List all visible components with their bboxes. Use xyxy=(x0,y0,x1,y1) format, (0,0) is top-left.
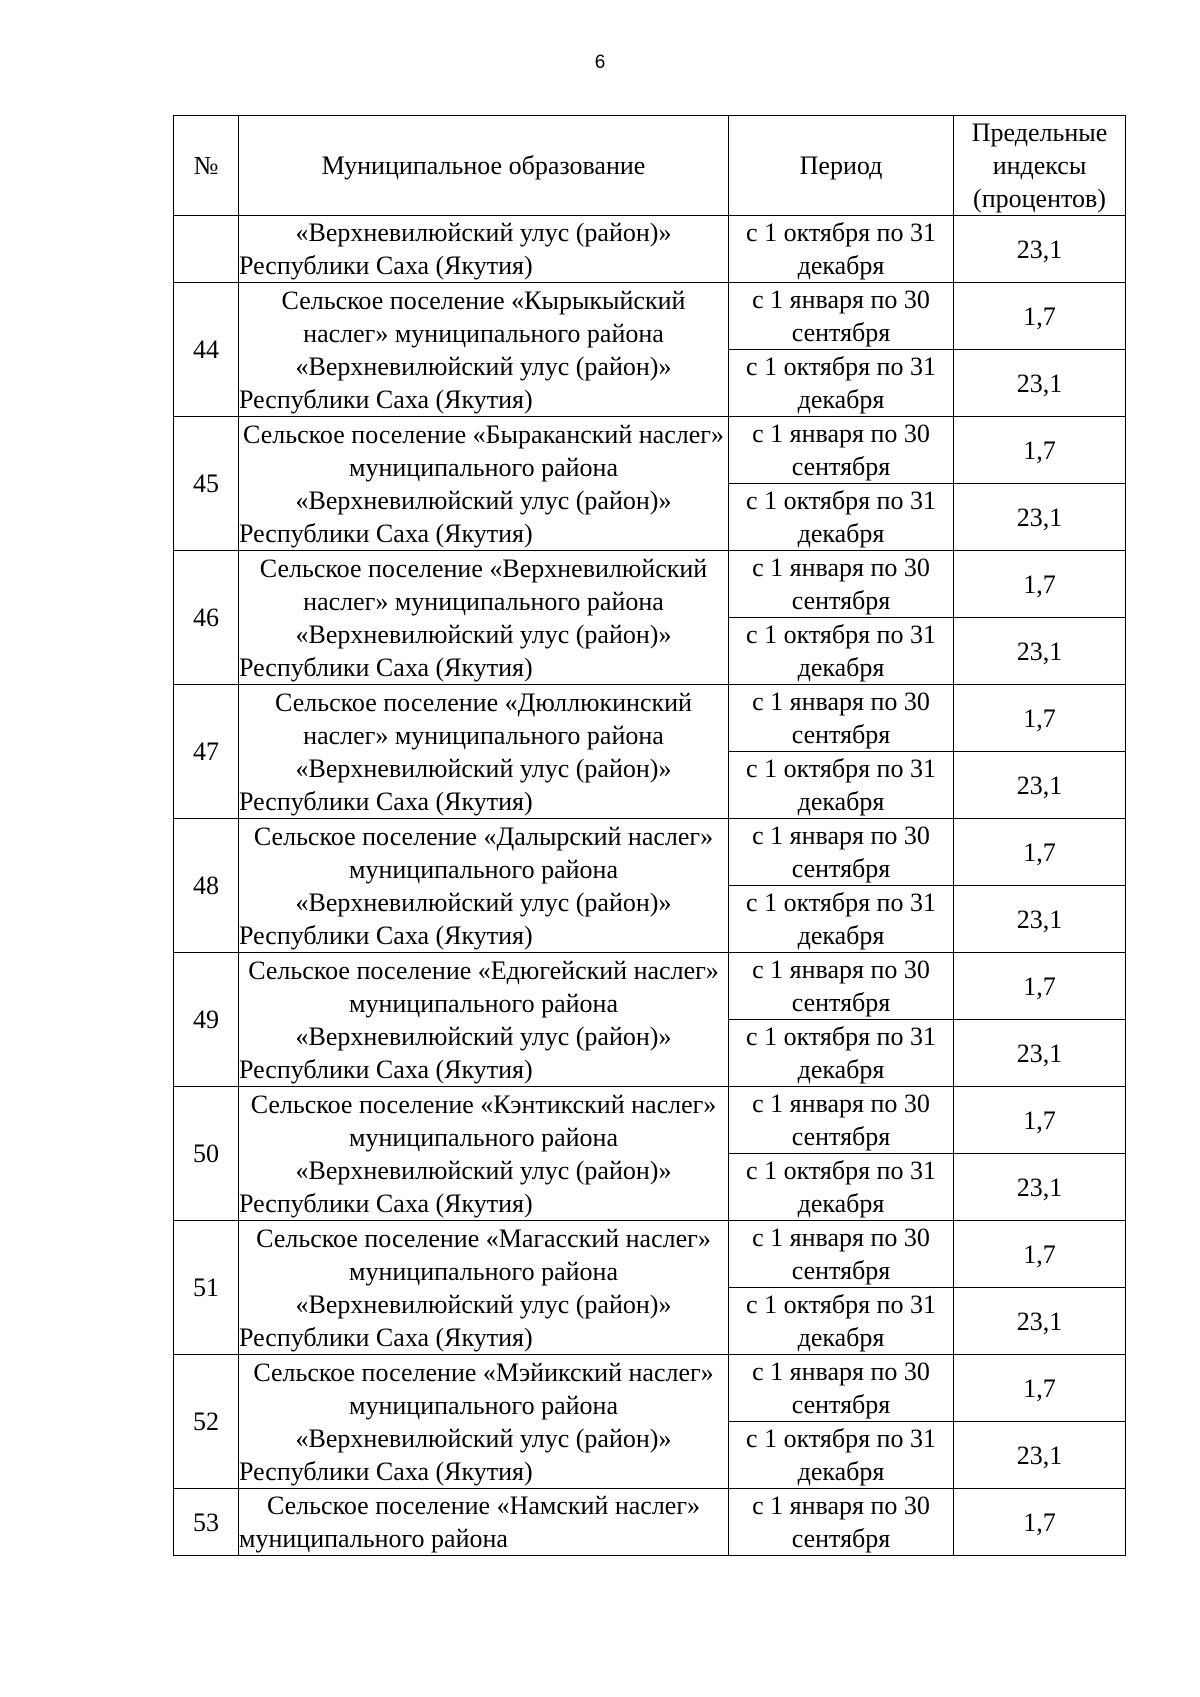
row-number: 49 xyxy=(174,953,239,1087)
header-num: № xyxy=(174,116,239,216)
municipality-name: Сельское поселение «Магасский наслег» муниципального района «Верхневилюйский улус (район)» Республики Саха (Якутия) xyxy=(239,1221,729,1355)
table-row xyxy=(174,953,1126,1020)
period-cell: с 1 октября по 31 декабря xyxy=(729,1020,954,1087)
period-cell: с 1 октября по 31 декабря xyxy=(729,1288,954,1355)
municipality-name: Сельское поселение «Верхневилюйский наслег» муниципального района «Верхневилюйский улус (район)» Республики Саха (Якутия) xyxy=(239,551,729,685)
index-cell: 1,7 xyxy=(954,417,1126,484)
index-cell: 23,1 xyxy=(954,618,1126,685)
municipality-name: Сельское поселение «Едюгейский наслег» муниципального района «Верхневилюйский улус (район)» Республики Саха (Якутия) xyxy=(239,953,729,1087)
period-cell: с 1 января по 30 сентября xyxy=(729,819,954,886)
index-cell: 23,1 xyxy=(954,1422,1126,1489)
table-row-continuation xyxy=(174,216,1126,283)
table-row xyxy=(174,685,1126,752)
index-cell: 1,7 xyxy=(954,1355,1126,1422)
table-row xyxy=(174,1221,1126,1288)
period-cell: с 1 октября по 31 декабря xyxy=(729,618,954,685)
index-cell: 1,7 xyxy=(954,1489,1126,1556)
index-cell: 1,7 xyxy=(954,1087,1126,1154)
table-row xyxy=(174,819,1126,886)
row-number: 52 xyxy=(174,1355,239,1489)
index-cell: 1,7 xyxy=(954,551,1126,618)
table-row xyxy=(174,1355,1126,1422)
municipality-name: Сельское поселение «Бырaканский наслег» муниципального района «Верхневилюйский улус (район)» Республики Саха (Якутия) xyxy=(239,417,729,551)
index-cell: 23,1 xyxy=(954,1154,1126,1221)
period-cell: с 1 октября по 31 декабря xyxy=(729,216,954,283)
municipality-name: Сельское поселение «Кэнтикский наслег» муниципального района «Верхневилюйский улус (район)» Республики Саха (Якутия) xyxy=(239,1087,729,1221)
index-cell: 23,1 xyxy=(954,216,1126,283)
municipality-name: Сельское поселение «Кырыкыйский наслег» муниципального района «Верхневилюйский улус (район)» Республики Саха (Якутия) xyxy=(239,283,729,417)
period-cell: с 1 октября по 31 декабря xyxy=(729,752,954,819)
period-cell: с 1 января по 30 сентября xyxy=(729,1087,954,1154)
row-number: 51 xyxy=(174,1221,239,1355)
period-cell: с 1 января по 30 сентября xyxy=(729,1221,954,1288)
index-cell: 1,7 xyxy=(954,819,1126,886)
row-number: 47 xyxy=(174,685,239,819)
row-number: 50 xyxy=(174,1087,239,1221)
table-row xyxy=(174,283,1126,350)
header-period: Период xyxy=(729,116,954,216)
period-cell: с 1 января по 30 сентября xyxy=(729,953,954,1020)
table-row xyxy=(174,1087,1126,1154)
row-number: 53 xyxy=(174,1489,239,1556)
municipality-name: Сельское поселение «Далырский наслег» муниципального района «Верхневилюйский улус (район)» Республики Саха (Якутия) xyxy=(239,819,729,953)
period-cell: с 1 января по 30 сентября xyxy=(729,283,954,350)
period-cell: с 1 октября по 31 декабря xyxy=(729,1422,954,1489)
municipality-name: Сельское поселение «Намский наслег» муниципального района xyxy=(239,1489,729,1556)
table-header-row xyxy=(174,116,1126,216)
period-cell: с 1 октября по 31 декабря xyxy=(729,484,954,551)
index-cell: 23,1 xyxy=(954,1288,1126,1355)
period-cell: с 1 октября по 31 декабря xyxy=(729,350,954,417)
index-cell: 23,1 xyxy=(954,484,1126,551)
row-number: 46 xyxy=(174,551,239,685)
index-cell: 1,7 xyxy=(954,283,1126,350)
table-row xyxy=(174,551,1126,618)
municipality-name: Сельское поселение «Мэйикский наслег» муниципального района «Верхневилюйский улус (район)» Республики Саха (Якутия) xyxy=(239,1355,729,1489)
row-number: 45 xyxy=(174,417,239,551)
period-cell: с 1 октября по 31 декабря xyxy=(729,1154,954,1221)
index-cell: 23,1 xyxy=(954,886,1126,953)
municipality-name: «Верхневилюйский улус (район)» Республики Саха (Якутия) xyxy=(239,216,729,283)
header-index: Предельные индексы (процентов) xyxy=(954,116,1126,216)
period-cell: с 1 января по 30 сентября xyxy=(729,1489,954,1556)
period-cell: с 1 октября по 31 декабря xyxy=(729,886,954,953)
table-row xyxy=(174,417,1126,484)
row-number xyxy=(174,216,239,283)
row-number: 48 xyxy=(174,819,239,953)
index-cell: 23,1 xyxy=(954,350,1126,417)
index-cell: 23,1 xyxy=(954,1020,1126,1087)
indices-table xyxy=(173,115,1126,1556)
row-number: 44 xyxy=(174,283,239,417)
page-number: 6 xyxy=(594,52,606,73)
index-cell: 1,7 xyxy=(954,953,1126,1020)
period-cell: с 1 января по 30 сентября xyxy=(729,417,954,484)
index-cell: 23,1 xyxy=(954,752,1126,819)
index-cell: 1,7 xyxy=(954,685,1126,752)
period-cell: с 1 января по 30 сентября xyxy=(729,685,954,752)
table-row xyxy=(174,1489,1126,1556)
period-cell: с 1 января по 30 сентября xyxy=(729,551,954,618)
index-cell: 1,7 xyxy=(954,1221,1126,1288)
period-cell: с 1 января по 30 сентября xyxy=(729,1355,954,1422)
header-municipality: Муниципальное образование xyxy=(239,116,729,216)
municipality-name: Сельское поселение «Дюллюкинский наслег» муниципального района «Верхневилюйский улус (район)» Республики Саха (Якутия) xyxy=(239,685,729,819)
